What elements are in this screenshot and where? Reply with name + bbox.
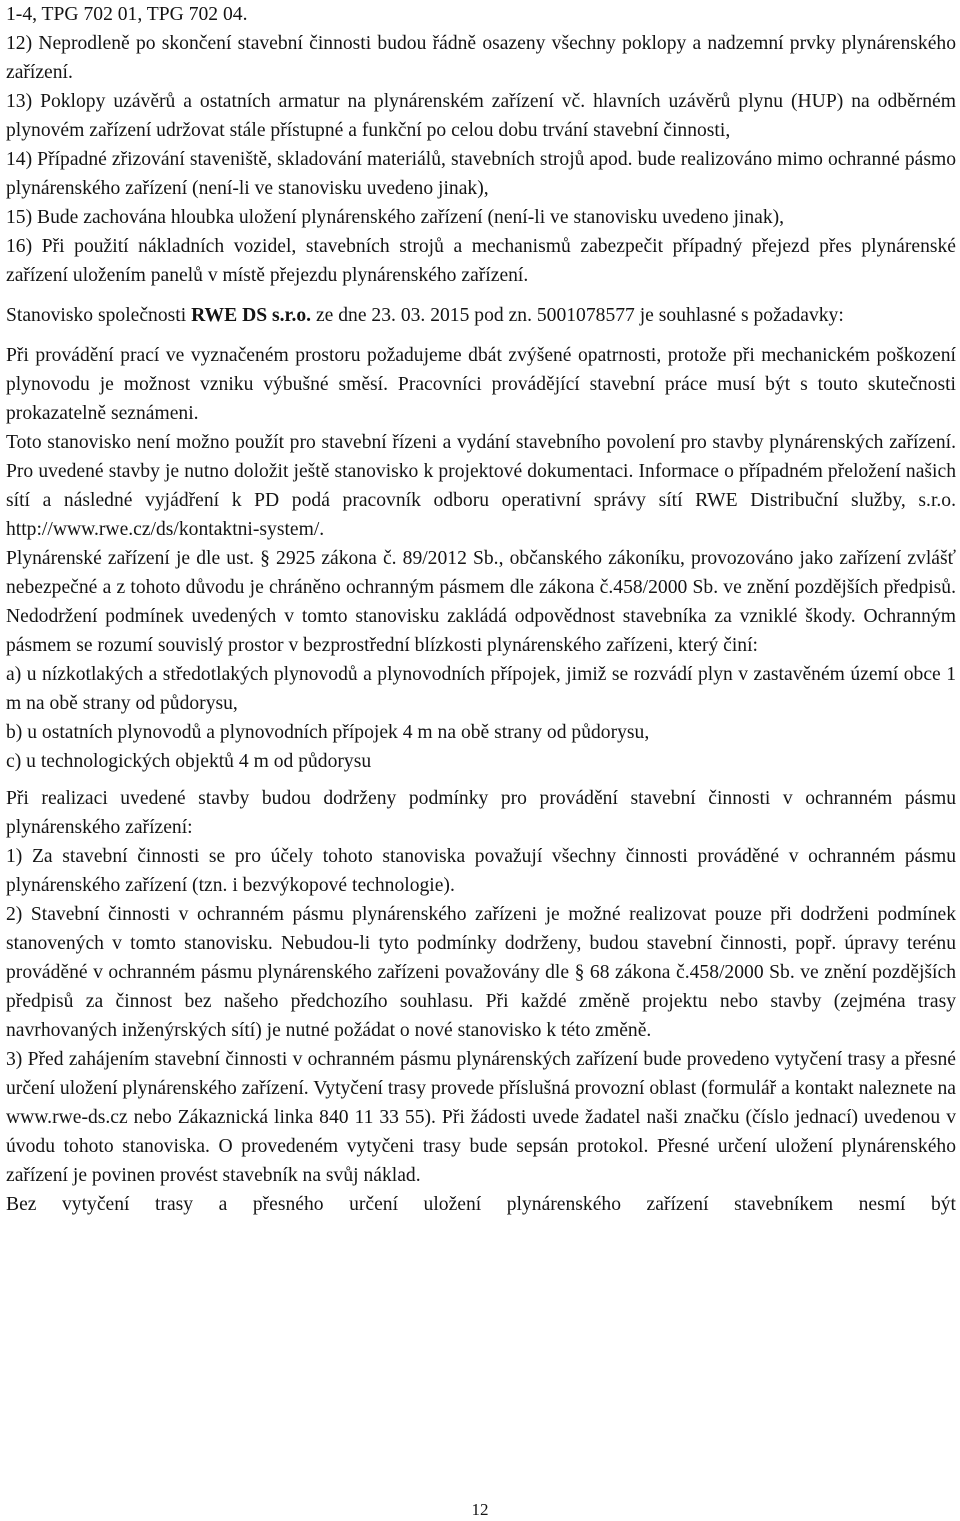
paragraph-item-14: 14) Případné zřizování staveniště, skladování materiálů, stavebních strojů apod. bude realizováno mimo ochranné pásmo plynárenského zařízení (není-li ve stanovisku uvedeno jinak), <box>6 149 956 199</box>
company-name: RWE DS s.r.o. <box>191 305 312 326</box>
paragraph-statement-intro <box>6 301 956 330</box>
zone-item-a: a) u nízkotlakých a středotlakých plynovodů a plynovodních přípojek, jimiž se rozvádí plyn v zastavěném území obce 1 m na obě strany od půdorysu, <box>6 664 956 714</box>
paragraph-item-13: 13) Poklopy uzávěrů a ostatních armatur na plynárenském zařízení vč. hlavních uzávěrů plynu (HUP) na odběrném plynovém zařízení udržovat stále přístupné a funkční po celou dobu trvání stavební činnosti, <box>6 91 956 141</box>
paragraph-continuation: Bez vytyčení trasy a přesného určení uložení plynárenského zařízení stavebníkem nesmí být <box>6 1194 956 1215</box>
contact-url: http://www.rwe.cz/ds/kontaktni-system/. <box>6 519 325 540</box>
paragraph-caution: Při provádění prací ve vyznačeném prostoru požadujeme dbát zvýšené opatrnosti, protože při mechanickém poškození plynovodu je možnost vzniku výbušné směsí. Pracovníci provádějící stavební práce musí být s touto skutečnosti prokazatelně seznámeni. <box>6 345 956 424</box>
page-number: 12 <box>471 1500 489 1519</box>
zone-item-b: b) u ostatních plynovodů a plynovodních přípojek 4 m na obě strany od půdorysu, <box>6 722 650 743</box>
paragraph-protection-zone: Plynárenské zařízení je dle ust. § 2925 zákona č. 89/2012 Sb., občanského zákoníku, provozováno jako zařízení zvlášť nebezpečné a z tohoto důvodu je chráněno ochranným pásmem dle zákona č.458/2000 Sb. ve znění pozdějších předpisů. Nedodržení podmínek uvedených v tomto stanovisku zakládá odpovědnost stavebníka za vzniklé škody. Ochranným pásmem se rozumí souvislý prostor v bezprostřední blízkosti plynárenského zařízeni, který činí: <box>6 548 956 656</box>
statement-intro-text: Stanovisko společnosti <box>6 305 192 326</box>
paragraph-item-15: 15) Bude zachována hloubka uložení plynárenského zařízení (není-li ve stanovisku uvedeno jinak), <box>6 207 785 228</box>
paragraph-item-16: 16) Při použití nákladních vozidel, stavebních strojů a mechanismů zabezpečit případný přejezd přes plynárenské zařízení uložením panelů v místě přejezdu plynárenského zařízení. <box>6 236 956 286</box>
condition-item-2: 2) Stavební činnosti v ochranném pásmu plynárenského zařízeni je možné realizovat pouze při dodrženi podmínek stanovených v tomto stanovisku. Nebudou-li tyto podmínky dodrženy, budou stavební činnosti, popř. úpravy terénu prováděné v ochranném pásmu plynárenského zařízeni považovány dle § 68 zákona č.458/2000 Sb. ve znění pozdějších předpisů za činnost bez našeho předchozího souhlasu. Při každé změně projektu nebo stavby (zejména trasy navrhovaných inženýrských sítí) je nutné požádat o nové stanovisko k této změně. <box>6 904 956 1041</box>
paragraph-reference: 1-4, TPG 702 01, TPG 702 04. <box>6 4 248 25</box>
paragraph-conditions-intro: Při realizaci uvedené stavby budou dodrženy podmínky pro provádění stavební činnosti v ochranném pásmu plynárenského zařízení: <box>6 788 956 838</box>
condition-item-3: 3) Před zahájením stavební činnosti v ochranném pásmu plynárenských zařízení bude provedeno vytyčení trasy a přesné určení uložení plynárenského zařízení. Vytyčení trasy provede příslušná provozní oblast (formulář a kontakt naleznete na www.rwe-ds.cz nebo Zákaznická linka 840 11 33 55). Při žádosti uvede žadatel naši značku (číslo jednací) uvedenou v úvodu tohoto stanoviska. O provedeném vytyčeni trasy bude sepsán protokol. Přesné určení uložení plynárenského zařízení je povinen provést stavebník na svůj náklad. <box>6 1049 956 1186</box>
paragraph-item-12: 12) Neprodleně po skončení stavební činnosti budou řádně osazeny všechny poklopy a nadzemní prvky plynárenského zařízení. <box>6 33 956 83</box>
condition-item-1: 1) Za stavební činnosti se pro účely tohoto stanoviska považují všechny činnosti prováděné v ochranném pásmu plynárenského zařízení (tzn. i bezvýkopové technologie). <box>6 846 956 896</box>
paragraph-validity: Toto stanovisko není možno použít pro stavební řízeni a vydání stavebního povolení pro stavby plynárenských zařízení. Pro uvedené stavby je nutno doložit ještě stanovisko k projektové dokumentaci. Informace o případném přeložení našich sítí a následné vyjádření k PD podá pracovník odboru operativní správy sítí RWE Distribuční služby, s.r.o. <box>6 432 956 511</box>
zone-item-c: c) u technologických objektů 4 m od půdorysu <box>6 751 372 772</box>
document-page <box>6 0 956 1219</box>
statement-intro-rest: ze dne 23. 03. 2015 pod zn. 5001078577 je souhlasné s požadavky: <box>311 305 844 326</box>
